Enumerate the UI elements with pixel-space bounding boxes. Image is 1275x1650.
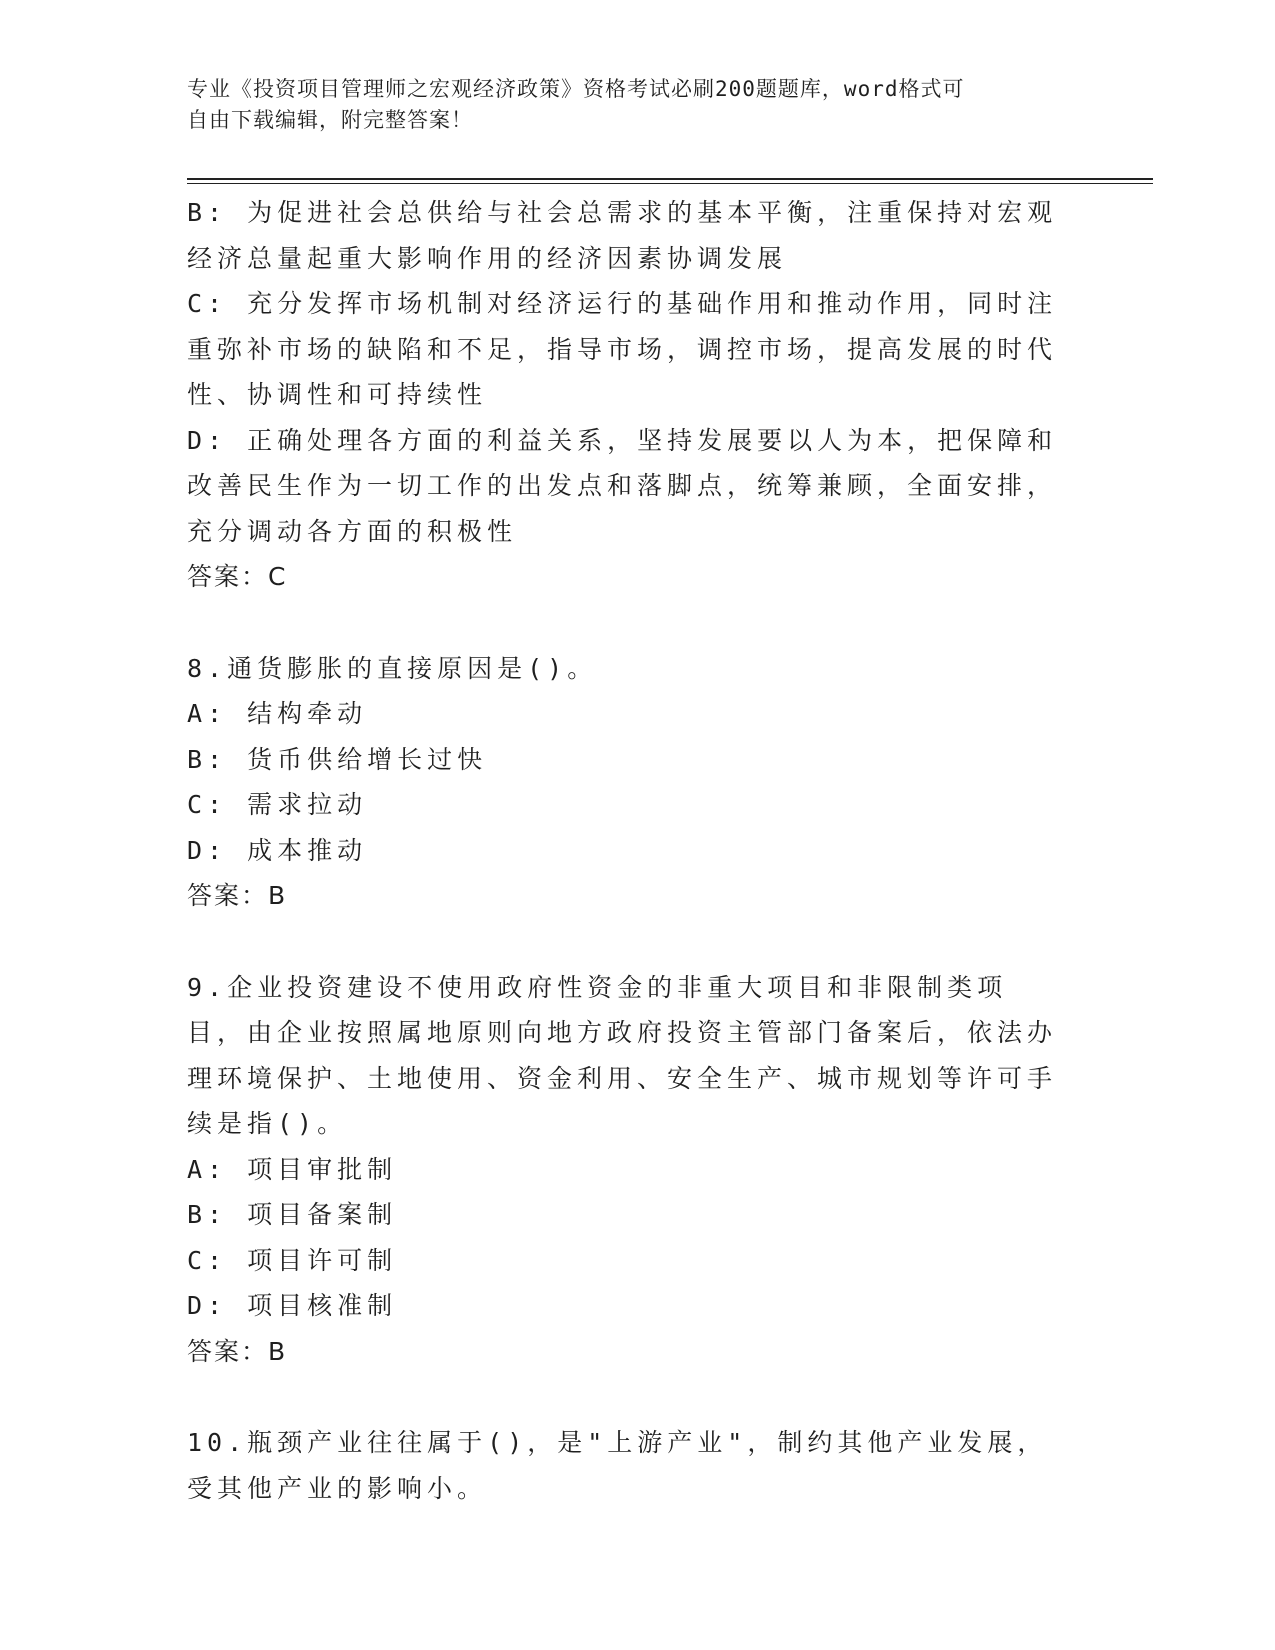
q8-option-a: A: 结构牵动	[187, 699, 368, 728]
spacer	[187, 1374, 1067, 1420]
q10-stem: 10.瓶颈产业往往属于()，是"上游产业"，制约其他产业发展，受其他产业的影响小。	[187, 1428, 1048, 1503]
q9-option-c: C: 项目许可制	[187, 1245, 398, 1275]
q7-option-b: B: 为促进社会总供给与社会总需求的基本平衡，注重保持对宏观经济总量起重大影响作用的经济因素协调发展	[187, 198, 1058, 273]
q8-answer: 答案：B	[187, 881, 288, 910]
q8-stem: 8.通货膨胀的直接原因是()。	[187, 653, 598, 683]
q9-option-d: D: 项目核准制	[187, 1291, 398, 1320]
spacer	[187, 919, 1067, 965]
header-rule-thick	[187, 178, 1153, 180]
q9-answer: 答案：B	[187, 1336, 288, 1366]
q8-option-c: C: 需求拉动	[187, 790, 368, 819]
q7-answer: 答案：C	[187, 562, 288, 591]
spacer	[187, 600, 1067, 646]
q9-stem: 9.企业投资建设不使用政府性资金的非重大项目和非限制类项目，由企业按照属地原则向地方政府投资主管部门备案后，依法办理环境保护、土地使用、资金利用、安全生产、城市规划等许可手续是指()。	[187, 972, 1058, 1138]
q8-option-d: D: 成本推动	[187, 835, 368, 865]
q7-option-d: D: 正确处理各方面的利益关系，坚持发展要以人为本，把保障和改善民生作为一切工作的出发点和落脚点，统筹兼顾，全面安排，充分调动各方面的积极性	[187, 425, 1058, 546]
q9-option-a: A: 项目审批制	[187, 1154, 398, 1184]
header-rule-thin	[187, 183, 1153, 184]
q7-option-c: C: 充分发挥市场机制对经济运行的基础作用和推动作用，同时注重弥补市场的缺陷和不足，指导市场，调控市场，提高发展的时代性、协调性和可持续性	[187, 289, 1058, 409]
question-content	[187, 190, 1067, 1511]
header-line-2: 自由下载编辑，附完整答案！	[187, 108, 473, 132]
document-header	[187, 74, 1087, 136]
header-line-1: 专业《投资项目管理师之宏观经济政策》资格考试必刷200题题库，word格式可	[187, 77, 965, 101]
q8-option-b: B: 货币供给增长过快	[187, 744, 488, 774]
q9-option-b: B: 项目备案制	[187, 1200, 398, 1229]
